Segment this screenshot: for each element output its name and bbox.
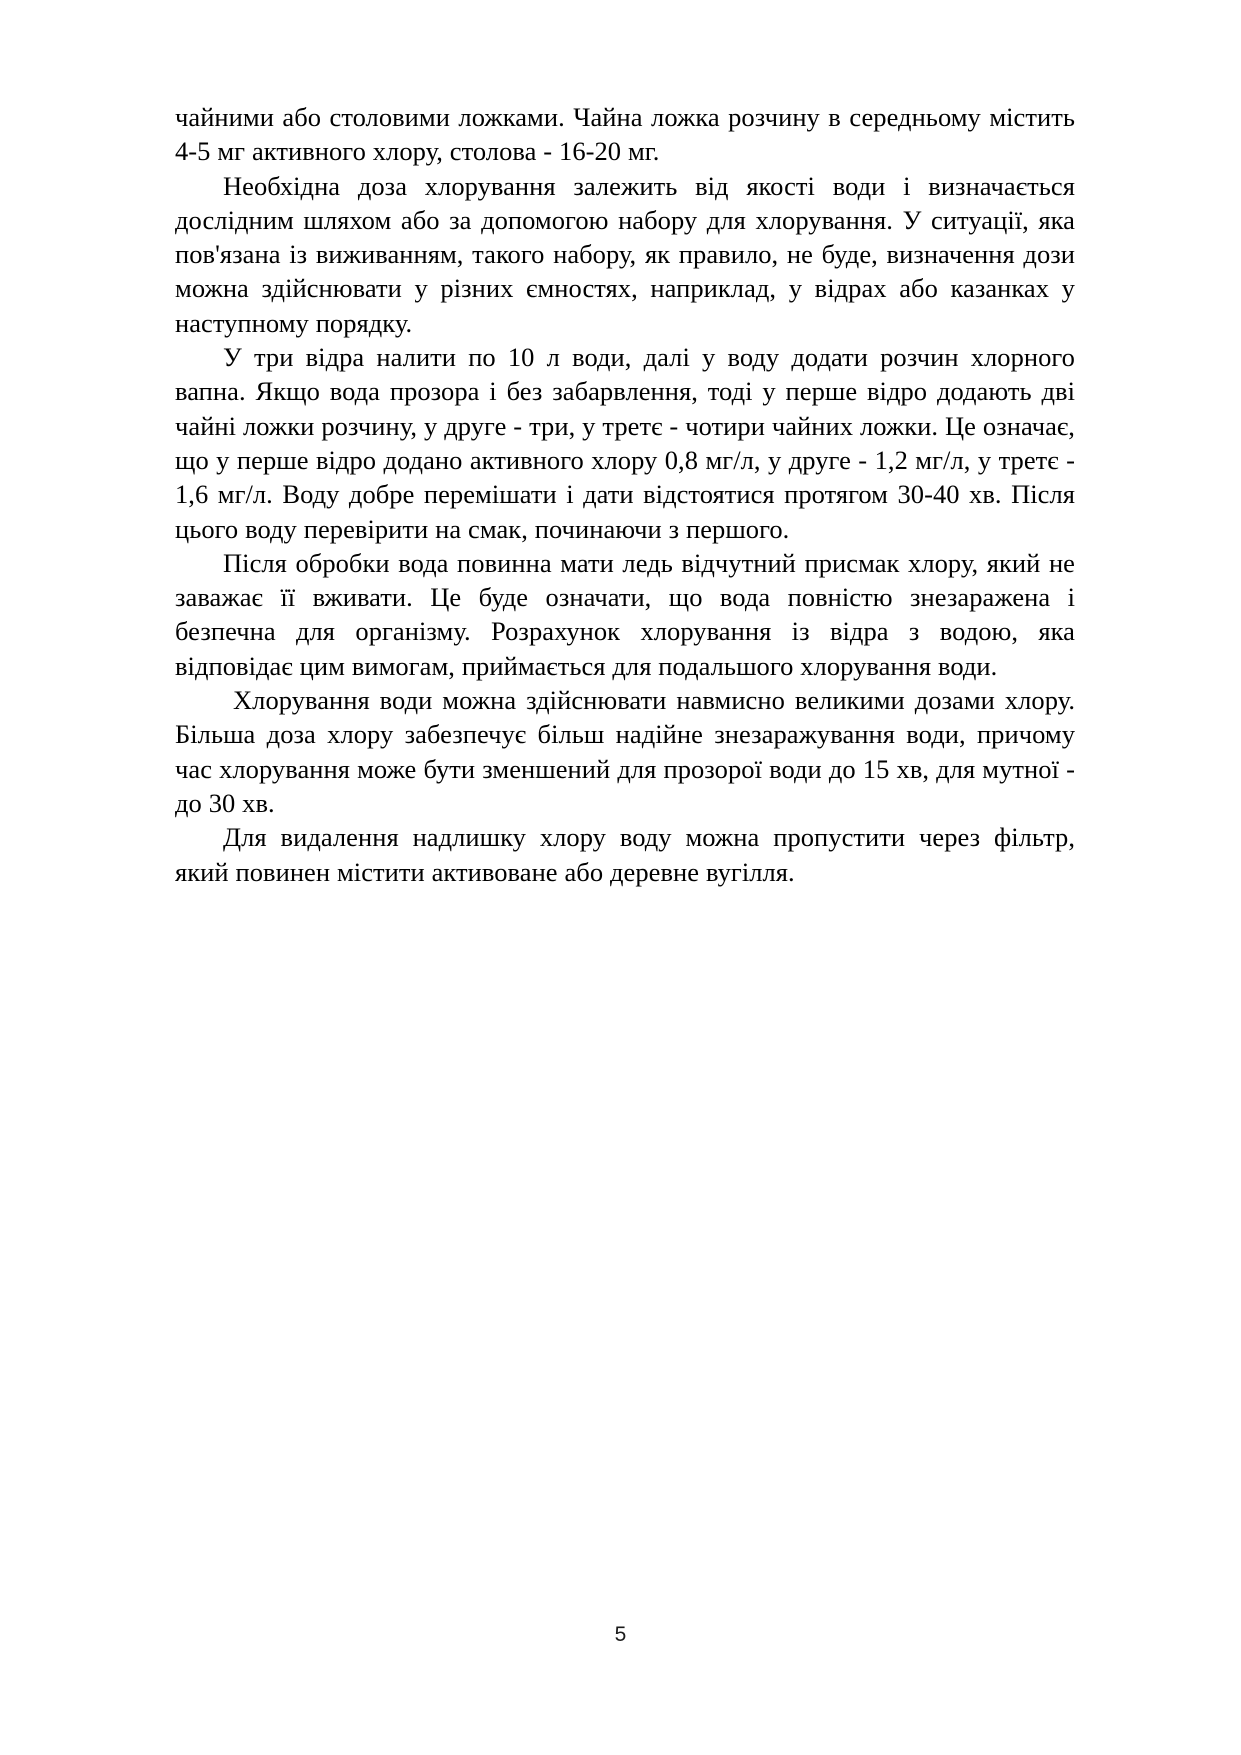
paragraph-2: Необхідна доза хлорування залежить від якості води і визначається дослідним шляхом або за допомогою набору для хлорування. У ситуації, яка пов'язана із виживанням, такого набору, як правило, не буде, визначення дози можна здійснювати у різних ємностях, наприклад, у відрах або казанках у наступному порядку. xyxy=(175,170,1075,338)
page-body-text xyxy=(175,100,1075,889)
paragraph-4: Після обробки вода повинна мати ледь відчутний присмак хлору, який не заважає її вживати. Це буде означати, що вода повністю знезаражена і безпечна для організму. Розрахунок хлорування із відра з водою, яка відповідає цим вимогам, приймається для подальшого хлорування води. xyxy=(175,547,1075,681)
paragraph-6: Для видалення надлишку хлору воду можна пропустити через фільтр, який повинен містити активоване або деревне вугілля. xyxy=(175,822,1075,887)
paragraph-1: чайними або столовими ложками. Чайна ложка розчину в середньому містить 4-5 мг активного хлору, столова - 16-20 мг. xyxy=(175,102,1075,167)
page-number: 5 xyxy=(614,1623,627,1646)
paragraph-5: Хлорування води можна здійснювати навмисно великими дозами хлору. Більша доза хлору забезпечує більш надійне знезаражування води, причому час хлорування може бути зменшений для прозорої води до 15 хв, для мутної - до 30 хв. xyxy=(175,685,1075,818)
paragraph-3: У три відра налити по 10 л води, далі у воду додати розчин хлорного вапна. Якщо вода прозора і без забарвлення, тоді у перше відро додають дві чайні ложки розчину, у друге - три, у третє - чотири чайних ложки. Це означає, що у перше відро додано активного хлору 0,8 мг/л, у друге - 1,2 мг/л, у третє - 1,6 мг/л. Воду добре перемішати і дати відстоятися протягом 30-40 хв. Після цього воду перевірити на смак, починаючи з першого. xyxy=(175,342,1075,544)
